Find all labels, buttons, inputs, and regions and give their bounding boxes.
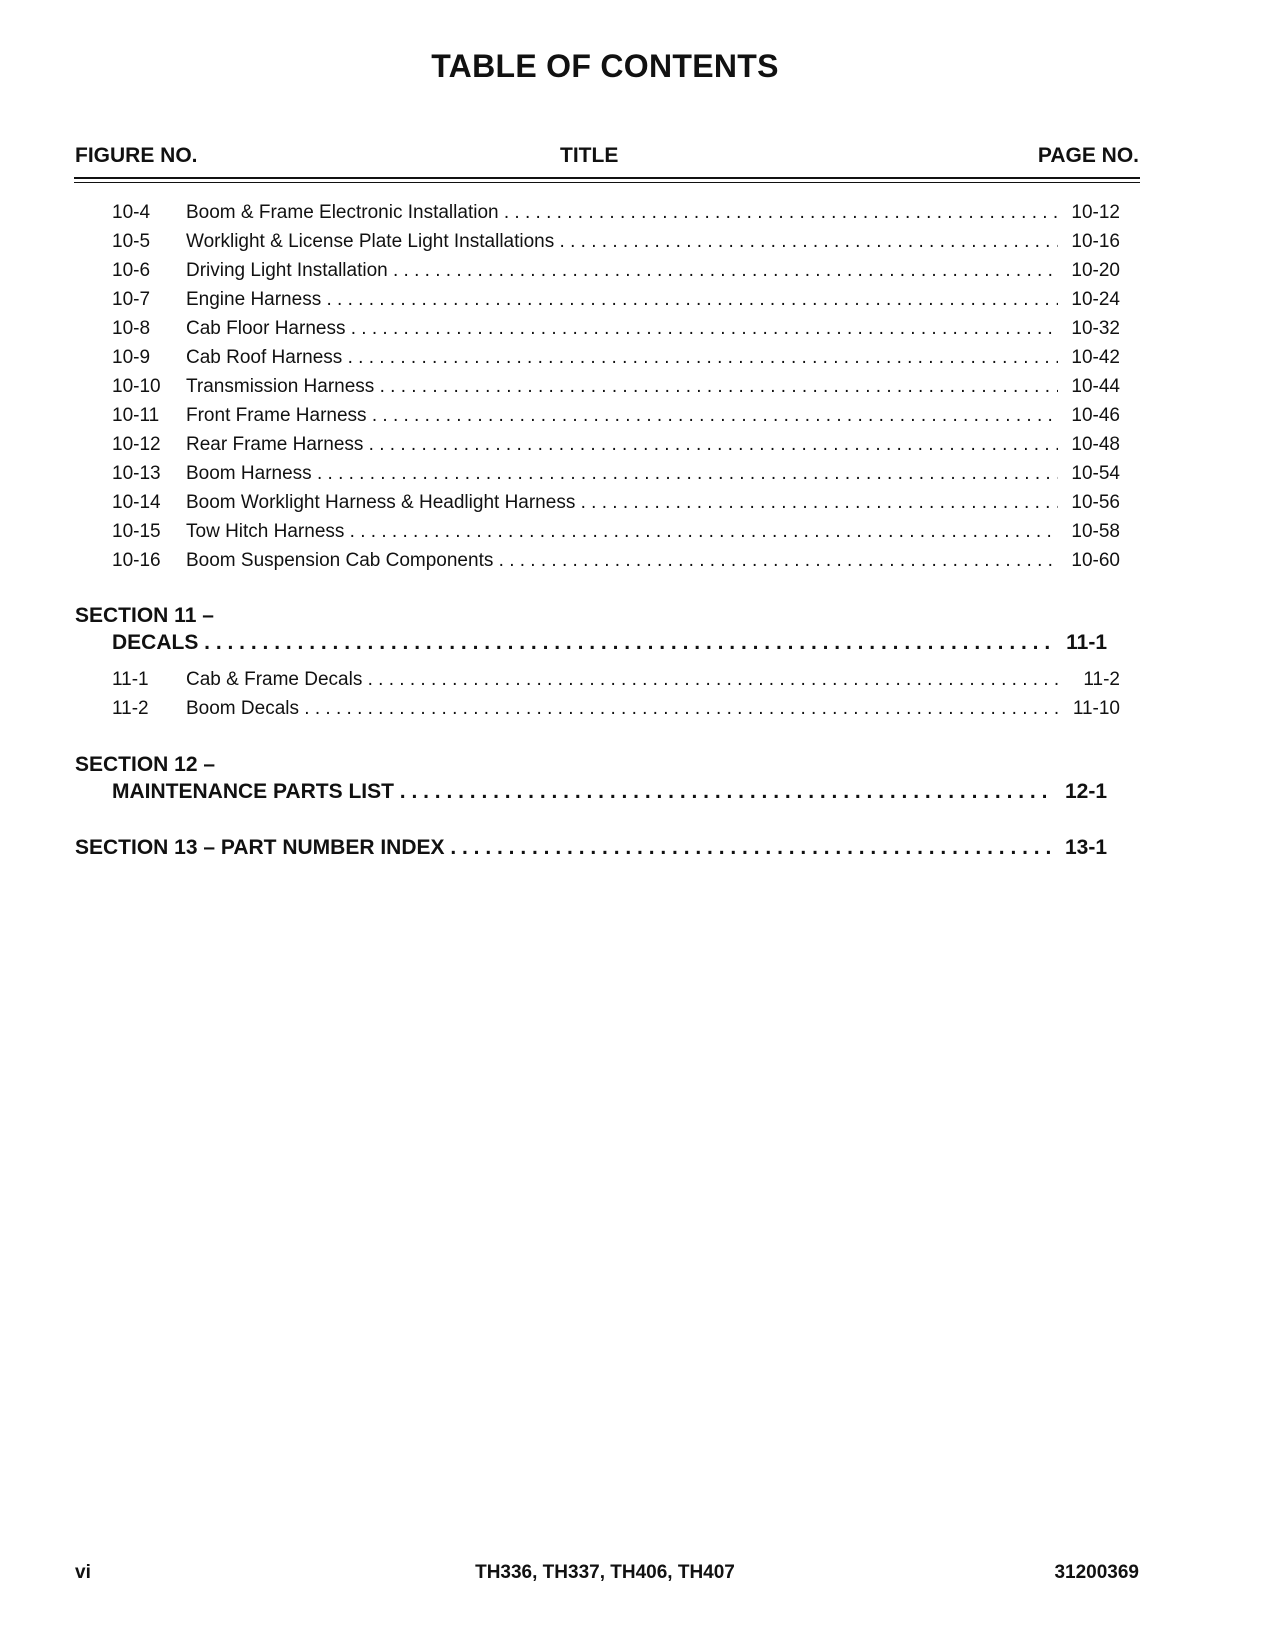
section-13-page: 13-1 bbox=[1061, 836, 1107, 860]
toc-entry[interactable] bbox=[0, 198, 1275, 227]
figure-number: 11-2 bbox=[112, 698, 149, 719]
figure-number: 10-10 bbox=[112, 376, 161, 397]
header-rule-thin bbox=[74, 182, 1140, 183]
figure-title: Front Frame Harness . . . bbox=[186, 401, 1058, 430]
toc-entry[interactable] bbox=[0, 343, 1275, 372]
figure-title: Boom & Frame Electronic Installation . . . bbox=[186, 198, 1058, 227]
page-number: 10-46 bbox=[1060, 401, 1120, 430]
footer-doc-number: 31200369 bbox=[1054, 1562, 1139, 1583]
section-12-title[interactable]: MAINTENANCE PARTS LIST . . . bbox=[112, 780, 1052, 804]
figure-number: 10-7 bbox=[112, 289, 151, 310]
figure-title: Cab & Frame Decals . . . bbox=[186, 665, 1058, 694]
figure-title: Boom Suspension Cab Components . . . bbox=[186, 546, 1058, 575]
toc-entry[interactable] bbox=[0, 285, 1275, 314]
figure-title: Tow Hitch Harness . . . bbox=[186, 517, 1058, 546]
toc-entry[interactable] bbox=[0, 517, 1275, 546]
figure-number: 10-4 bbox=[112, 202, 151, 223]
figure-number: 10-13 bbox=[112, 463, 161, 484]
figure-list bbox=[0, 198, 1275, 575]
figure-title: Transmission Harness . . . bbox=[186, 372, 1058, 401]
toc-entry[interactable] bbox=[0, 694, 1275, 723]
toc-entry[interactable] bbox=[0, 227, 1275, 256]
page-number: 11-10 bbox=[1060, 694, 1120, 723]
page-number: 10-24 bbox=[1060, 285, 1120, 314]
toc-entry[interactable] bbox=[0, 665, 1275, 694]
toc-entry[interactable] bbox=[0, 401, 1275, 430]
figure-number: 10-11 bbox=[112, 405, 160, 426]
section-12-page: 12-1 bbox=[1061, 780, 1107, 804]
column-header-page: PAGE NO. bbox=[1037, 144, 1139, 167]
toc-entry[interactable] bbox=[0, 546, 1275, 575]
toc-entry[interactable] bbox=[0, 488, 1275, 517]
toc-entry[interactable] bbox=[0, 430, 1275, 459]
page-number: 10-60 bbox=[1060, 546, 1120, 575]
section-12-heading: SECTION 12 – bbox=[75, 753, 216, 776]
page-number: 10-42 bbox=[1060, 343, 1120, 372]
column-header-title: TITLE bbox=[560, 144, 619, 167]
figure-number: 10-15 bbox=[112, 521, 161, 542]
section-11-page: 11-1 bbox=[1062, 631, 1107, 655]
page-number: 10-58 bbox=[1060, 517, 1120, 546]
toc-entry[interactable] bbox=[0, 256, 1275, 285]
figure-number: 10-12 bbox=[112, 434, 161, 455]
section-13-title[interactable]: SECTION 13 – PART NUMBER INDEX . . . bbox=[75, 836, 1052, 860]
section-11-heading: SECTION 11 – bbox=[75, 604, 214, 627]
figure-title: Boom Harness . . . bbox=[186, 459, 1058, 488]
page-number: 11-2 bbox=[1060, 665, 1120, 694]
footer-page-number: vi bbox=[75, 1562, 91, 1583]
section-11-title[interactable]: DECALS . . . bbox=[112, 631, 1052, 655]
footer-models: TH336, TH337, TH406, TH407 bbox=[475, 1562, 735, 1583]
toc-entry[interactable] bbox=[0, 314, 1275, 343]
toc-entry[interactable] bbox=[0, 459, 1275, 488]
figure-title: Engine Harness . . . bbox=[186, 285, 1058, 314]
page-title: TABLE OF CONTENTS bbox=[431, 48, 779, 84]
figure-title: Cab Floor Harness . . . bbox=[186, 314, 1058, 343]
figure-number: 10-5 bbox=[112, 231, 151, 252]
figure-title: Cab Roof Harness . . . bbox=[186, 343, 1058, 372]
toc-entry[interactable] bbox=[0, 372, 1275, 401]
section-11-figure-list bbox=[0, 665, 1275, 723]
figure-title: Worklight & License Plate Light Installations . . . bbox=[186, 227, 1058, 256]
page-number: 10-56 bbox=[1060, 488, 1120, 517]
figure-number: 11-1 bbox=[112, 669, 149, 690]
page-number: 10-20 bbox=[1060, 256, 1120, 285]
column-header-figure: FIGURE NO. bbox=[75, 144, 198, 167]
figure-number: 10-8 bbox=[112, 318, 151, 339]
figure-title: Rear Frame Harness . . . bbox=[186, 430, 1058, 459]
page-number: 10-44 bbox=[1060, 372, 1120, 401]
page-number: 10-48 bbox=[1060, 430, 1120, 459]
figure-number: 10-6 bbox=[112, 260, 151, 281]
figure-title: Boom Decals . . . bbox=[186, 694, 1058, 723]
page-number: 10-16 bbox=[1060, 227, 1120, 256]
page-number: 10-32 bbox=[1060, 314, 1120, 343]
page-number: 10-54 bbox=[1060, 459, 1120, 488]
figure-number: 10-16 bbox=[112, 550, 161, 571]
page-number: 10-12 bbox=[1060, 198, 1120, 227]
figure-title: Driving Light Installation . . . bbox=[186, 256, 1058, 285]
figure-number: 10-14 bbox=[112, 492, 161, 513]
figure-title: Boom Worklight Harness & Headlight Harness . . . bbox=[186, 488, 1058, 517]
figure-number: 10-9 bbox=[112, 347, 151, 368]
header-rule bbox=[74, 177, 1140, 179]
